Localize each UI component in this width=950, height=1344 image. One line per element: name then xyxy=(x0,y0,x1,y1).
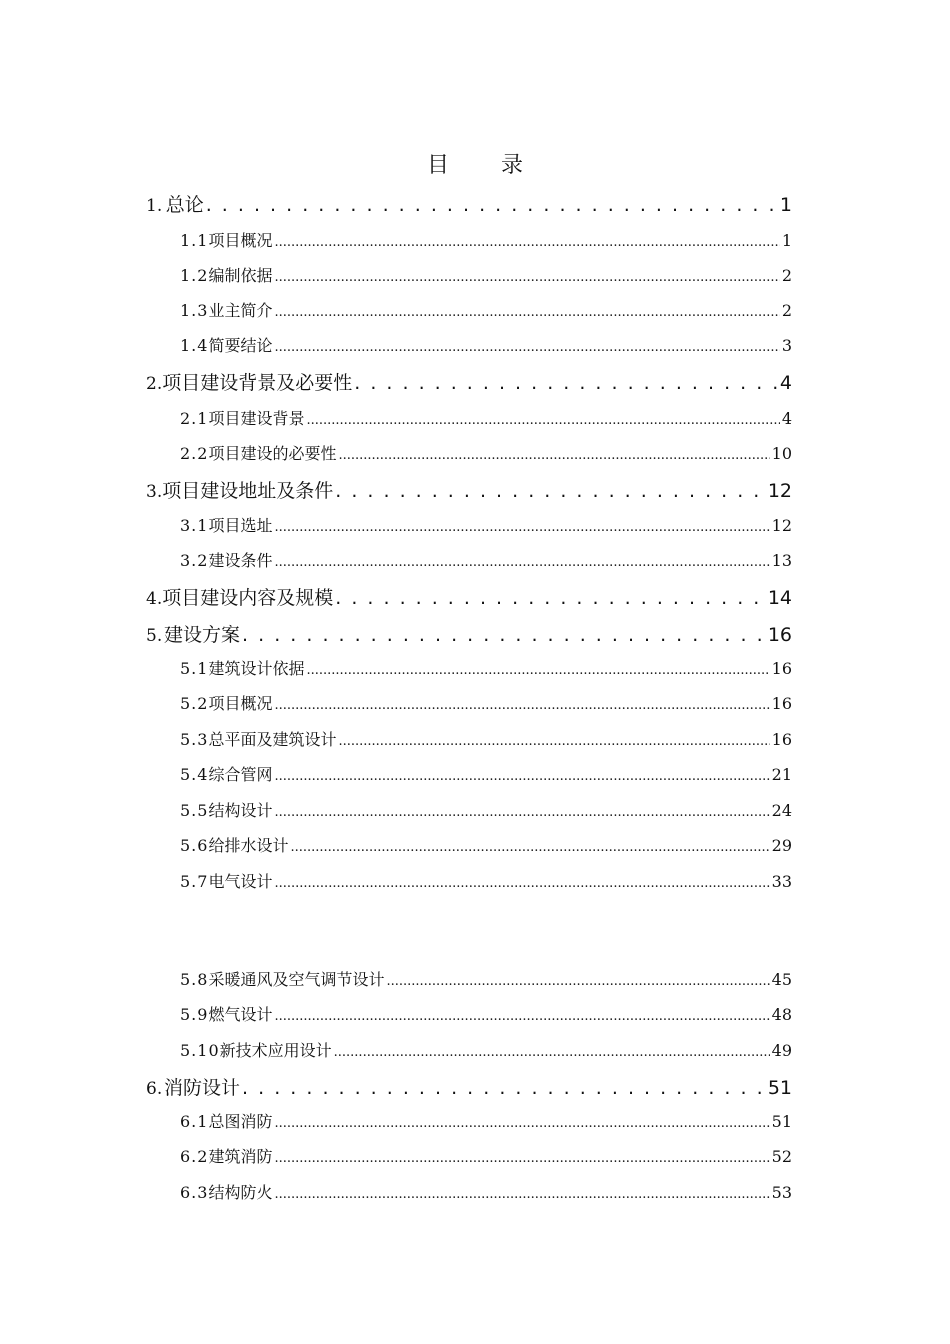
toc-section-entry[interactable] xyxy=(180,1180,792,1203)
toc-section-entry[interactable] xyxy=(180,1109,792,1132)
entry-number: 4. xyxy=(146,589,163,609)
toc-section-entry[interactable] xyxy=(180,298,792,321)
dot-leader xyxy=(242,624,766,646)
entry-page-number: 13 xyxy=(771,551,792,570)
dot-leader xyxy=(274,765,769,784)
entry-title: 编制依据 xyxy=(208,266,273,285)
entry-title: 建设条件 xyxy=(208,551,273,570)
dot-leader xyxy=(338,444,769,463)
entry-page-number: 24 xyxy=(771,801,792,820)
toc-chapter-entry[interactable] xyxy=(146,368,792,395)
toc-section-entry[interactable] xyxy=(180,691,792,714)
toc-section-entry[interactable] xyxy=(180,548,792,571)
entry-number: 2. xyxy=(146,374,163,394)
entry-number: 1.1 xyxy=(180,231,209,250)
entry-page-number: 14 xyxy=(767,587,792,609)
dot-leader xyxy=(334,1041,770,1060)
dot-leader xyxy=(354,372,778,394)
entry-page-number: 10 xyxy=(771,444,792,463)
entry-number: 5.2 xyxy=(180,694,209,713)
entry-page-number: 49 xyxy=(771,1041,792,1060)
entry-title: 新技术应用设计 xyxy=(219,1041,332,1060)
entry-number: 1.4 xyxy=(180,336,209,355)
entry-title: 建设方案 xyxy=(164,624,241,646)
dot-leader xyxy=(306,409,779,428)
entry-number: 6.3 xyxy=(180,1183,209,1202)
entry-title: 总平面及建筑设计 xyxy=(208,730,337,749)
toc-chapter-entry[interactable] xyxy=(146,190,792,217)
entry-title: 燃气设计 xyxy=(208,1005,273,1024)
toc-section-entry[interactable] xyxy=(180,656,792,679)
entry-title: 项目建设的必要性 xyxy=(208,444,337,463)
dot-leader xyxy=(274,872,769,891)
toc-section-entry[interactable] xyxy=(180,263,792,286)
entry-number: 5.5 xyxy=(180,801,209,820)
toc-section-entry[interactable] xyxy=(180,406,792,429)
entry-number: 1.2 xyxy=(180,266,209,285)
entry-number: 5.7 xyxy=(180,872,209,891)
entry-page-number: 16 xyxy=(767,624,792,646)
dot-leader xyxy=(335,480,766,502)
dot-leader xyxy=(274,1147,769,1166)
entry-number: 6.1 xyxy=(180,1112,209,1131)
entry-page-number: 1 xyxy=(781,231,792,250)
entry-page-number: 53 xyxy=(771,1183,792,1202)
entry-page-number: 3 xyxy=(781,336,792,355)
toc-section-entry[interactable] xyxy=(180,513,792,536)
toc-section-entry[interactable] xyxy=(180,1144,792,1167)
entry-number: 5.9 xyxy=(180,1005,209,1024)
entry-title: 总论 xyxy=(165,194,204,216)
entry-page-number: 16 xyxy=(771,694,792,713)
entry-number: 3. xyxy=(146,482,163,502)
entry-number: 5.4 xyxy=(180,765,209,784)
dot-leader xyxy=(306,659,769,678)
entry-page-number: 12 xyxy=(767,480,792,502)
entry-number: 6.2 xyxy=(180,1147,209,1166)
entry-title: 综合管网 xyxy=(208,765,273,784)
dot-leader xyxy=(386,970,769,989)
toc-section-entry[interactable] xyxy=(180,869,792,892)
dot-leader xyxy=(274,1183,769,1202)
entry-number: 5.1 xyxy=(180,659,209,678)
entry-page-number: 2 xyxy=(781,266,792,285)
dot-leader xyxy=(335,587,766,609)
entry-page-number: 33 xyxy=(771,872,792,891)
toc-section-entry[interactable] xyxy=(180,798,792,821)
entry-title: 消防设计 xyxy=(164,1077,241,1099)
entry-page-number: 4 xyxy=(779,372,792,394)
entry-page-number: 12 xyxy=(771,516,792,535)
entry-number: 3.1 xyxy=(180,516,209,535)
toc-section-entry[interactable] xyxy=(180,441,792,464)
toc-title: 目录 xyxy=(426,153,575,178)
entry-page-number: 4 xyxy=(781,409,792,428)
dot-leader xyxy=(274,516,769,535)
toc-section-entry[interactable] xyxy=(180,727,792,750)
dot-leader xyxy=(274,801,769,820)
toc-section-entry[interactable] xyxy=(180,1002,792,1025)
entry-number: 5.10 xyxy=(180,1041,220,1060)
entry-title: 项目建设内容及规模 xyxy=(162,587,334,609)
dot-leader xyxy=(274,1005,769,1024)
entry-title: 简要结论 xyxy=(208,336,273,355)
entry-title: 项目建设地址及条件 xyxy=(162,480,334,502)
entry-page-number: 51 xyxy=(767,1077,792,1099)
toc-chapter-entry[interactable] xyxy=(146,1073,792,1100)
entry-number: 1.3 xyxy=(180,301,209,320)
entry-number: 2.1 xyxy=(180,409,209,428)
entry-number: 3.2 xyxy=(180,551,209,570)
entry-title: 电气设计 xyxy=(208,872,273,891)
dot-leader xyxy=(274,694,769,713)
entry-page-number: 16 xyxy=(771,659,792,678)
entry-number: 1. xyxy=(146,196,163,216)
entry-title: 采暖通风及空气调节设计 xyxy=(208,970,385,989)
entry-page-number: 52 xyxy=(771,1147,792,1166)
dot-leader xyxy=(290,836,769,855)
dot-leader xyxy=(338,730,769,749)
toc-chapter-entry[interactable] xyxy=(146,583,792,610)
entry-page-number: 1 xyxy=(779,194,792,216)
entry-number: 5.3 xyxy=(180,730,209,749)
entry-number: 6. xyxy=(146,1079,163,1099)
entry-title: 总图消防 xyxy=(208,1112,273,1131)
toc-section-entry[interactable] xyxy=(180,228,792,251)
toc-section-entry[interactable] xyxy=(180,967,792,990)
toc-section-entry[interactable] xyxy=(180,833,792,856)
entry-title: 结构防火 xyxy=(208,1183,273,1202)
dot-leader xyxy=(274,266,779,285)
entry-page-number: 51 xyxy=(771,1112,792,1131)
dot-leader xyxy=(274,301,779,320)
toc-section-entry[interactable] xyxy=(180,762,792,785)
entry-number: 2.2 xyxy=(180,444,209,463)
dot-leader xyxy=(274,231,779,250)
toc-section-entry[interactable] xyxy=(180,1038,792,1061)
entry-number: 5.8 xyxy=(180,970,209,989)
dot-leader xyxy=(242,1077,766,1099)
entry-title: 业主简介 xyxy=(208,301,273,320)
entry-page-number: 45 xyxy=(771,970,792,989)
entry-page-number: 2 xyxy=(781,301,792,320)
dot-leader xyxy=(274,1112,769,1131)
toc-section-entry[interactable] xyxy=(180,333,792,356)
entry-title: 项目建设背景及必要性 xyxy=(162,372,353,394)
dot-leader xyxy=(206,194,778,216)
entry-title: 项目概况 xyxy=(208,694,273,713)
entry-title: 建筑设计依据 xyxy=(208,659,305,678)
entry-number: 5. xyxy=(146,626,163,646)
entry-page-number: 48 xyxy=(771,1005,792,1024)
dot-leader xyxy=(274,336,779,355)
entry-title: 项目选址 xyxy=(208,516,273,535)
entry-title: 项目建设背景 xyxy=(208,409,305,428)
entry-page-number: 21 xyxy=(771,765,792,784)
entry-title: 给排水设计 xyxy=(208,836,289,855)
entry-title: 建筑消防 xyxy=(208,1147,273,1166)
toc-chapter-entry[interactable] xyxy=(146,476,792,503)
entry-page-number: 29 xyxy=(771,836,792,855)
entry-title: 结构设计 xyxy=(208,801,273,820)
entry-title: 项目概况 xyxy=(208,231,273,250)
entry-page-number: 16 xyxy=(771,730,792,749)
toc-chapter-entry[interactable] xyxy=(146,620,792,647)
dot-leader xyxy=(274,551,769,570)
entry-number: 5.6 xyxy=(180,836,209,855)
